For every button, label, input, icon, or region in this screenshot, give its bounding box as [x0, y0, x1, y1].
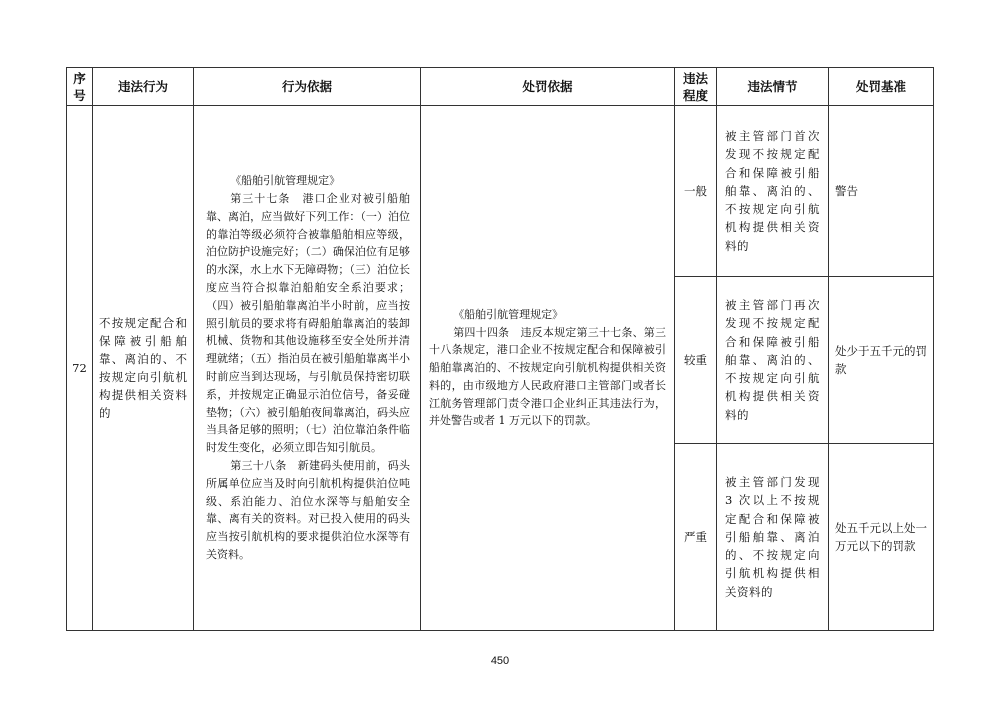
header-seq: 序号	[67, 68, 93, 106]
penalty-basis-article-44: 第四十四条 违反本规定第三十七条、第三十八条规定，港口企业不按规定配合和保障被引船舶靠离泊的、不按规定向引航机构提供相关资料的，由市级地方人民政府港口主管部门或者长江航务管理部门责令港口企业纠正其违法行为，并处警告或者 1 万元以下的罚款。	[429, 325, 666, 428]
header-penalty-basis: 处罚依据	[421, 68, 675, 106]
penalty-standard-table	[66, 67, 934, 631]
row-penalty-basis	[421, 106, 675, 631]
standard-serious: 处少于五千元的罚款	[829, 277, 934, 444]
degree-serious: 较重	[675, 277, 717, 444]
basis-title: 《船舶引航管理规定》	[230, 174, 341, 188]
circumstance-general: 被主管部门首次发现不按规定配合和保障被引船舶靠、离泊的、不按规定向引航机构提供相关资料的	[717, 106, 829, 277]
circumstance-severe: 被主管部门发现 3 次以上不按规定配合和保障被引船舶靠、离泊的、不按规定向引航机构提供相关资料的	[717, 444, 829, 631]
standard-severe: 处五千元以上处一万元以下的罚款	[829, 444, 934, 631]
penalty-basis-title: 《船舶引航管理规定》	[453, 307, 564, 321]
table-row	[67, 106, 934, 277]
circumstance-serious: 被主管部门再次发现不按规定配合和保障被引船舶靠、离泊的、不按规定向引航机构提供相关资料的	[717, 277, 829, 444]
row-violation: 不按规定配合和保障被引船舶靠、离泊的、不按规定向引航机构提供相关资料的	[93, 106, 194, 631]
header-standard: 处罚基准	[829, 68, 934, 106]
page-number: 450	[490, 655, 510, 667]
degree-general: 一般	[675, 106, 717, 277]
row-basis	[194, 106, 421, 631]
header-basis: 行为依据	[194, 68, 421, 106]
header-circumstance: 违法情节	[717, 68, 829, 106]
basis-article-38: 第三十八条 新建码头使用前，码头所属单位应当及时向引航机构提供泊位吨级、系泊能力、泊位水深等与船舶安全靠、离有关的资料。对已投入使用的码头应当按引航机构的要求提供泊位水深等有关资料。	[206, 458, 410, 561]
degree-severe: 严重	[675, 444, 717, 631]
table-header-row	[67, 68, 934, 106]
standard-general: 警告	[829, 106, 934, 277]
header-degree: 违法程度	[675, 68, 717, 106]
row-seq: 72	[67, 106, 93, 631]
basis-article-37: 第三十七条 港口企业对被引船舶靠、离泊，应当做好下列工作：（一）泊位的靠泊等级必须符合被靠船舶相应等级，泊位防护设施完好；（二）确保泊位有足够的水深，水上水下无障碍物；（三）泊位长度应当符合拟靠泊船舶安全系泊要求；（四）被引船舶靠离泊半小时前，应当按照引航员的要求将有碍船舶靠离泊的装卸机械、货物和其他设施移至安全处所并清理就绪；（五）指泊员在被引船舶靠离半小时前应当到达现场，与引航员保持密切联系，并按规定正确显示泊位信号，备妥碰垫物；（六）被引船舶夜间靠离泊，码头应当具备足够的照明；（七）泊位靠泊条件临时发生变化，必须立即告知引航员。	[206, 192, 410, 455]
header-violation: 违法行为	[93, 68, 194, 106]
